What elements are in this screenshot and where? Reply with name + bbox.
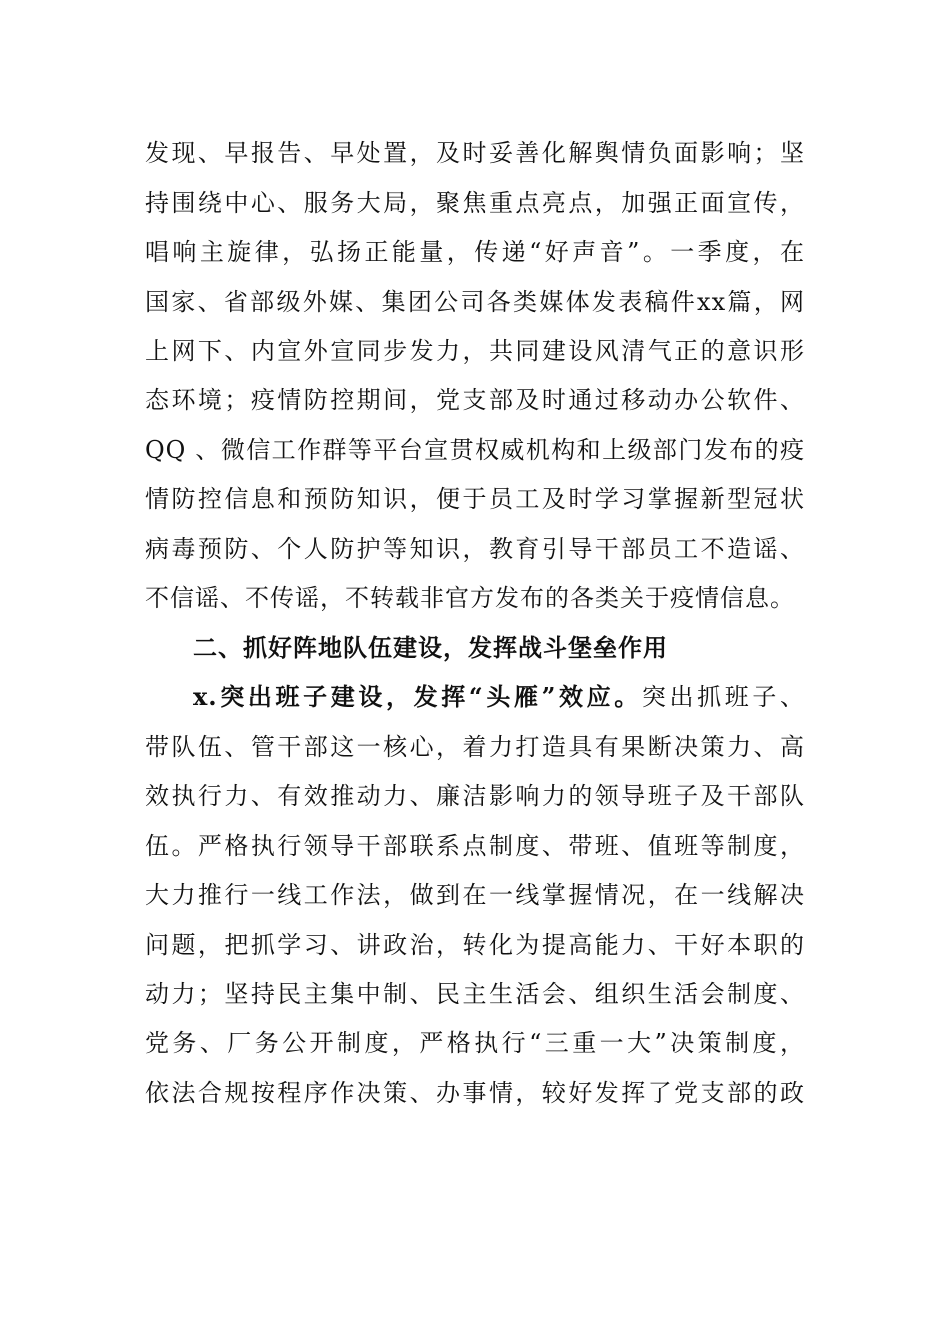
paragraph-line: 大力推行一线工作法，做到在一线掌握情况，在一线解决 <box>145 881 805 909</box>
paragraph-line: 唱响主旋律，弘扬正能量，传递“好声音”。一季度，在 <box>145 238 805 266</box>
subsection-title: x.突出班子建设，发挥“头雁”效应。 <box>193 682 642 711</box>
paragraph-first-line <box>193 679 805 715</box>
section-heading: 二、抓好阵地队伍建设，发挥战斗堡垒作用 <box>193 634 668 662</box>
paragraph-line: 动力；坚持民主集中制、民主生活会、组织生活会制度、 <box>145 980 805 1008</box>
paragraph-line: 情防控信息和预防知识，便于员工及时学习掌握新型冠状 <box>145 485 805 513</box>
paragraph-line: 效执行力、有效推动力、廉洁影响力的领导班子及干部队 <box>145 782 805 810</box>
paragraph-line: 国家、省部级外媒、集团公司各类媒体发表稿件xx篇，网 <box>145 288 805 316</box>
paragraph-line: 党务、厂务公开制度，严格执行“三重一大”决策制度， <box>145 1029 805 1057</box>
paragraph-line: 带队伍、管干部这一核心，着力打造具有果断决策力、高 <box>145 733 805 761</box>
paragraph-line: 病毒预防、个人防护等知识，教育引导干部员工不造谣、 <box>145 535 805 563</box>
paragraph-line: 伍。严格执行领导干部联系点制度、带班、值班等制度， <box>145 832 805 860</box>
paragraph-line: 持围绕中心、服务大局，聚焦重点亮点，加强正面宣传， <box>145 189 805 217</box>
paragraph-line: 问题，把抓学习、讲政治，转化为提高能力、干好本职的 <box>145 931 805 959</box>
paragraph-line: 态环境；疫情防控期间，党支部及时通过移动办公软件、 <box>145 386 805 414</box>
paragraph-line: 发现、早报告、早处置，及时妥善化解舆情负面影响；坚 <box>145 139 805 167</box>
paragraph-line: 不信谣、不传谣，不转载非官方发布的各类关于疫情信息。 <box>145 584 795 612</box>
paragraph-line: 依法合规按程序作决策、办事情，较好发挥了党支部的政 <box>145 1079 805 1107</box>
paragraph-line: QQ 、微信工作群等平台宣贯权威机构和上级部门发布的疫 <box>145 436 805 464</box>
paragraph-line: 上网下、内宣外宣同步发力，共同建设风清气正的意识形 <box>145 337 805 365</box>
paragraph-text: 突出抓班子、 <box>641 683 805 711</box>
